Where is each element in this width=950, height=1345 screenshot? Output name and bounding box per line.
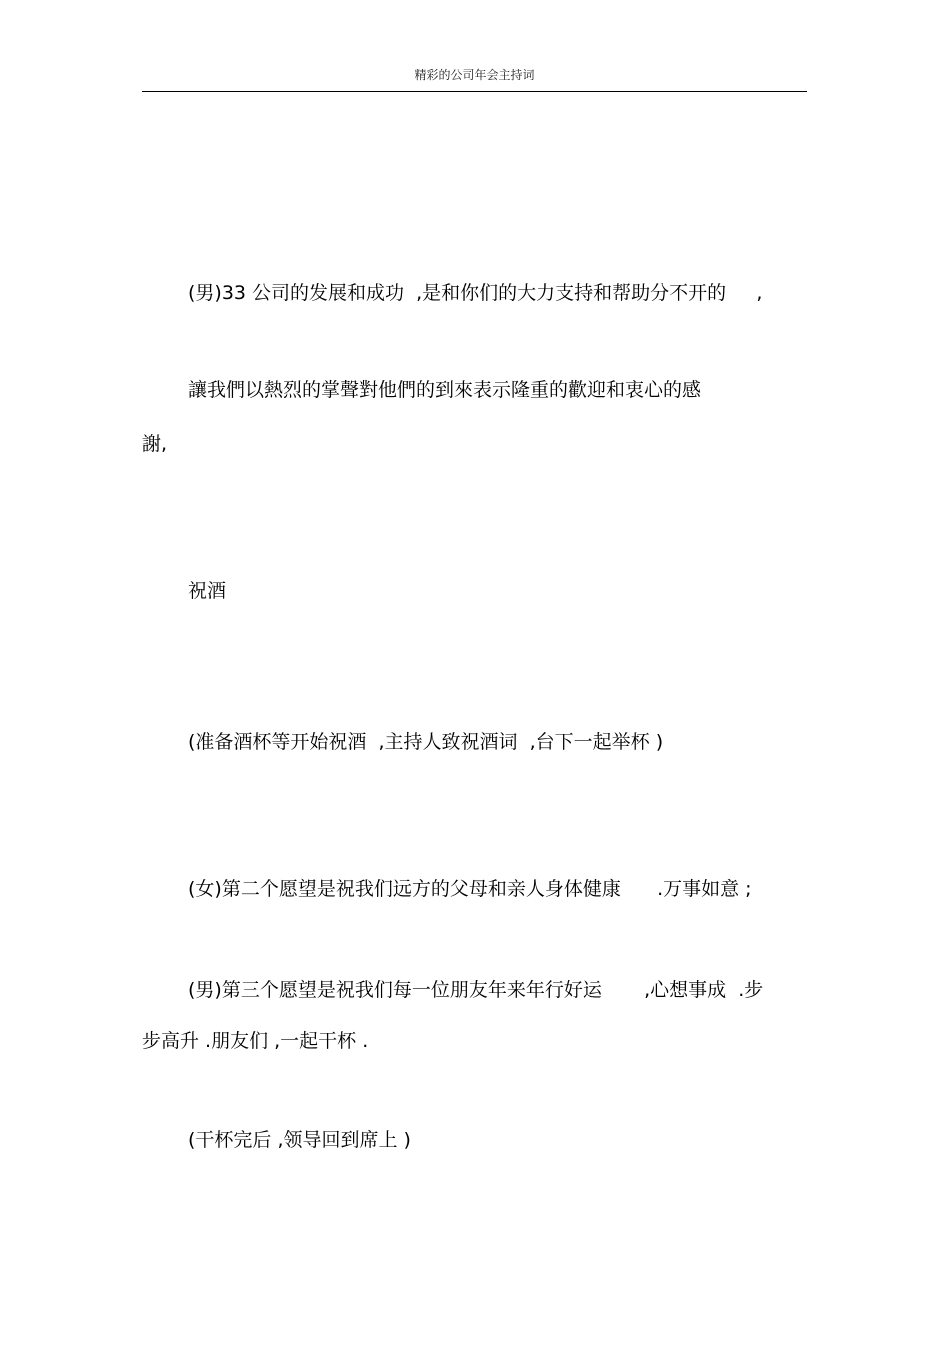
paragraph-after-toast: (干杯完后 ,领导回到席上 ): [188, 1129, 411, 1151]
paragraph-male-third-wish-line1: (男)第三个愿望是祝我们每一位朋友年来年行好运 ,心想事成 .步: [188, 979, 764, 1001]
paragraph-male-thanks: (男)33 公司的发展和成功 ,是和你们的大力支持和帮助分不开的 ,: [188, 282, 763, 304]
paragraph-applause-line1: 讓我們以熱烈的掌聲對他們的到來表示隆重的歡迎和衷心的感: [188, 379, 702, 401]
paragraph-applause-line2: 謝,: [142, 433, 168, 455]
header-divider: [142, 91, 807, 92]
paragraph-toast-instruction: (准备酒杯等开始祝酒 ,主持人致祝酒词 ,台下一起举杯 ): [188, 731, 664, 753]
running-header-title: 精彩的公司年会主持词: [414, 68, 535, 82]
paragraph-male-third-wish-line2: 步高升 .朋友们 ,一起干杯 .: [142, 1030, 369, 1052]
section-heading-toast: 祝酒: [188, 580, 227, 602]
paragraph-female-second-wish: (女)第二个愿望是祝我们远方的父母和亲人身体健康 .万事如意 ;: [188, 878, 752, 900]
